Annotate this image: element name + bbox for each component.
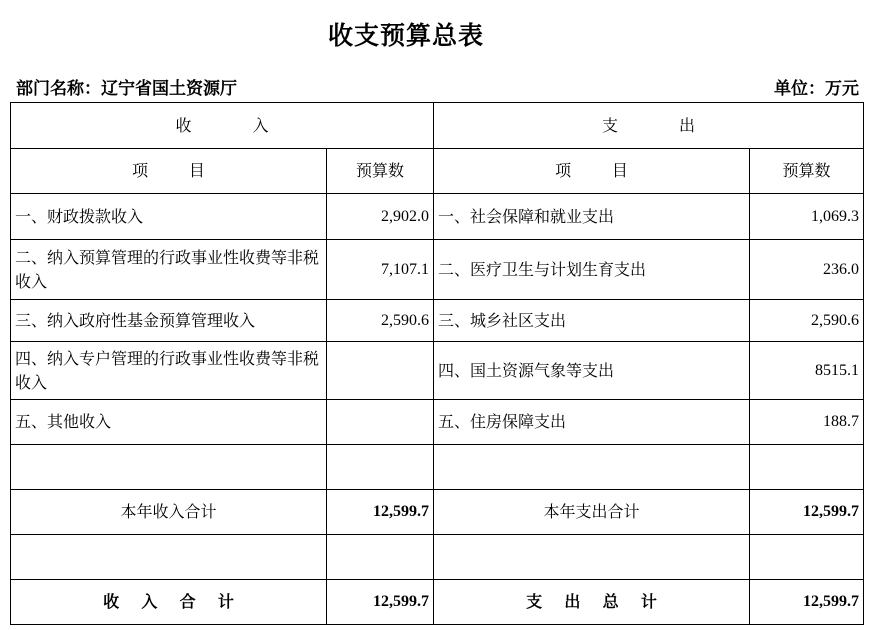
empty-row (11, 445, 864, 490)
expense-budget-column-header: 预算数 (750, 149, 864, 194)
income-item: 二、纳入预算管理的行政事业性收费等非税收入 (11, 240, 327, 300)
expense-item: 一、社会保障和就业支出 (434, 194, 750, 240)
table-row (11, 240, 864, 300)
unit-label: 单位：万元 (774, 79, 859, 99)
subtotal-row (11, 490, 864, 535)
income-item: 四、纳入专户管理的行政事业性收费等非税收入 (11, 342, 327, 400)
empty-cell (11, 445, 327, 490)
expense-total-value: 12,599.7 (750, 580, 864, 625)
expense-item: 三、城乡社区支出 (434, 300, 750, 342)
expense-section-header: 支 出 (434, 103, 864, 149)
empty-cell (327, 535, 434, 580)
income-total-value: 12,599.7 (327, 580, 434, 625)
empty-cell (434, 535, 750, 580)
table-row (11, 342, 864, 400)
expense-subtotal-label: 本年支出合计 (434, 490, 750, 535)
expense-value: 8515.1 (750, 342, 864, 400)
income-item: 五、其他收入 (11, 400, 327, 445)
income-value: 2,902.0 (327, 194, 434, 240)
income-item: 三、纳入政府性基金预算管理收入 (11, 300, 327, 342)
income-value: 7,107.1 (327, 240, 434, 300)
department-name: 部门名称：辽宁省国土资源厅 (16, 79, 237, 99)
expense-subtotal-value: 12,599.7 (750, 490, 864, 535)
empty-cell (750, 535, 864, 580)
page-title: 收支预算总表 (327, 21, 484, 50)
income-subtotal-label: 本年收入合计 (11, 490, 327, 535)
empty-cell (11, 535, 327, 580)
income-total-label: 收 入 合 计 (11, 580, 327, 625)
income-value (327, 342, 434, 400)
table-row (11, 194, 864, 240)
empty-cell (750, 445, 864, 490)
income-subtotal-value: 12,599.7 (327, 490, 434, 535)
expense-item: 五、住房保障支出 (434, 400, 750, 445)
table-section-header-row (11, 103, 864, 149)
income-value: 2,590.6 (327, 300, 434, 342)
total-row (11, 580, 864, 625)
table-column-header-row (11, 149, 864, 194)
expense-value: 1,069.3 (750, 194, 864, 240)
expense-item-column-header: 项 目 (434, 149, 750, 194)
income-section-header: 收 入 (11, 103, 434, 149)
expense-value: 236.0 (750, 240, 864, 300)
expense-value: 188.7 (750, 400, 864, 445)
income-budget-column-header: 预算数 (327, 149, 434, 194)
expense-item: 二、医疗卫生与计划生育支出 (434, 240, 750, 300)
income-item-column-header: 项 目 (11, 149, 327, 194)
expense-value: 2,590.6 (750, 300, 864, 342)
expense-total-label: 支 出 总 计 (434, 580, 750, 625)
empty-row (11, 535, 864, 580)
table-row (11, 300, 864, 342)
budget-summary-table (10, 102, 864, 625)
empty-cell (327, 445, 434, 490)
expense-item: 四、国土资源气象等支出 (434, 342, 750, 400)
income-value (327, 400, 434, 445)
table-row (11, 400, 864, 445)
empty-cell (434, 445, 750, 490)
income-item: 一、财政拨款收入 (11, 194, 327, 240)
